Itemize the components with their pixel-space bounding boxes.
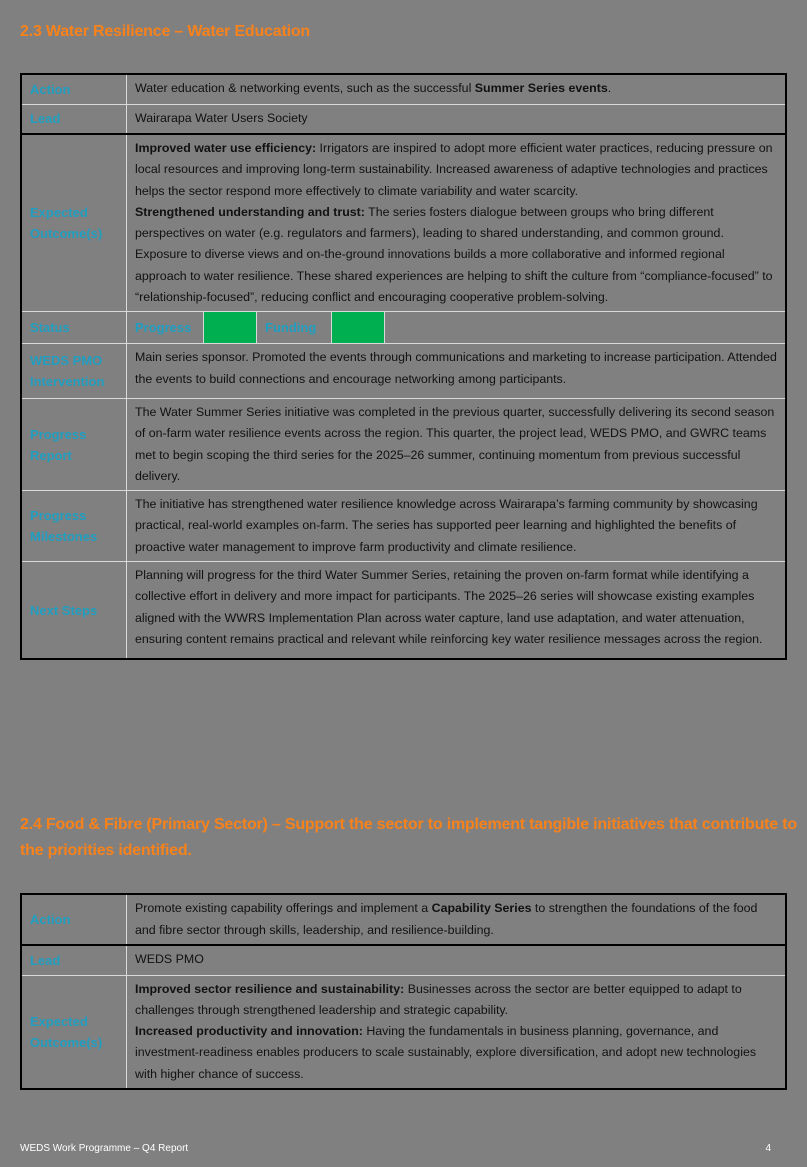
row-label-expected-outcomes: Expected Outcome(s): [21, 134, 127, 312]
footer-report-title: WEDS Work Programme – Q4 Report: [20, 1143, 189, 1154]
outcome-text: Businesses across the sector are better equipped to adapt to challenges through strengthened leadership and strategic capability.: [135, 981, 742, 1017]
food-fibre-table: [20, 893, 787, 1090]
intervention-cell: Main series sponsor. Promoted the events through communications and marketing to increase participation. Attended the events to build connections and encourage networking among participants.: [127, 344, 787, 399]
action-cell: [127, 894, 787, 945]
action-text-bold: Summer Series events: [474, 81, 608, 95]
page-footer: [20, 1143, 771, 1154]
funding-label: Funding: [265, 320, 317, 336]
progress-report-cell: The Water Summer Series initiative was completed in the previous quarter, successfully delivering its second season of on-farm water resilience events across the region. This quarter, the project lead, WEDS PMO, and GWRC teams met to begin scoping the third series for the 2025–26 summer, continuing momentum from previous successful delivery.: [127, 398, 787, 490]
action-text-bold: Capability Series: [431, 901, 532, 916]
water-education-table: [20, 73, 787, 660]
page-number: 4: [765, 1143, 771, 1154]
lead-cell: WEDS PMO: [127, 945, 787, 975]
outcome-item: [135, 1021, 777, 1085]
outcome-item: [135, 979, 777, 1022]
action-text: Water education & networking events, such as the successful: [135, 81, 475, 95]
row-label-lead: Lead: [21, 104, 127, 134]
next-steps-cell: Planning will progress for the third Water Summer Series, retaining the proven on-farm format while identifying a collective effort in delivery and more impact for participants. The 2025–26 series will showcase existing examples aligned with the WWRS Implementation Plan across water capture, land use adaptation, and water attenuation, ensuring content remains practical and relevant while reinforcing key water resilience messages across the region.: [127, 562, 787, 660]
row-label-progress-milestones: Progress Milestones: [21, 491, 127, 562]
outcome-heading: Strengthened understanding and trust:: [135, 204, 365, 219]
outcome-heading: Increased productivity and innovation:: [135, 1024, 363, 1039]
progress-milestones-cell: The initiative has strengthened water resilience knowledge across Wairarapa’s farming community by showcasing practical, real-world examples on-farm. The series has supported peer learning and highlighted the benefits of proactive water management to improve farm productivity and climate resilience.: [127, 491, 787, 562]
outcomes-cell: [127, 975, 787, 1089]
row-label-lead: Lead: [21, 945, 127, 975]
lead-cell: Wairarapa Water Users Society: [127, 104, 787, 134]
action-text-suffix: to strengthen the foundations of the food and fibre sector through skills, leadership, and resilience-building.: [135, 901, 758, 937]
outcome-heading: Improved sector resilience and sustainability:: [135, 981, 405, 996]
section-title-food-fibre: 2.4 Food & Fibre (Primary Sector) – Support the sector to implement tangible initiatives that contribute to the priorities identified.: [20, 816, 797, 859]
outcomes-cell: [127, 134, 787, 312]
outcome-item: [135, 202, 777, 308]
status-cell: [127, 312, 787, 344]
row-label-action: Action: [21, 74, 127, 104]
progress-status-indicator: [203, 312, 257, 343]
outcome-heading: Improved water use efficiency:: [135, 141, 317, 155]
progress-label: Progress: [135, 320, 192, 336]
row-label-status: Status: [21, 312, 127, 344]
outcome-text: Irrigators are inspired to adopt more efficient water practices, reducing pressure on local resources and improving long-term sustainability. Increased awareness of adaptive technologies and practices helps the sector respond more effectively to climate variability and water scarcity.: [135, 141, 773, 198]
action-cell: [127, 74, 787, 104]
funding-status-indicator: [331, 312, 385, 343]
row-label-intervention: WEDS PMO Intervention: [21, 344, 127, 399]
outcome-text: The series fosters dialogue between groups who bring different perspectives on water (e.g. regulators and farmers), leading to shared understanding, and common ground. Exposure to diverse views and on-the-ground innovations builds a more collaborative and informed regional approach to water resilience. These shared experiences are helping to shift the culture from “compliance-focused” to “relationship-focused”, reducing conflict and encouraging cooperative problem-solving.: [135, 204, 773, 305]
row-label-expected-outcomes: Expected Outcome(s): [21, 975, 127, 1089]
row-label-next-steps: Next Steps: [21, 562, 127, 660]
row-label-progress-report: Progress Report: [21, 398, 127, 490]
outcome-item: [135, 138, 777, 202]
action-text: Promote existing capability offerings and implement a: [135, 901, 432, 916]
section-title-water-education: 2.3 Water Resilience – Water Education: [20, 23, 310, 40]
action-text-suffix: .: [607, 81, 612, 95]
outcome-text: Having the fundamentals in business planning, governance, and investment-readiness enables producers to scale sustainably, explore diversification, and adopt new technologies with higher chance of success.: [135, 1024, 757, 1081]
row-label-action: Action: [21, 894, 127, 945]
